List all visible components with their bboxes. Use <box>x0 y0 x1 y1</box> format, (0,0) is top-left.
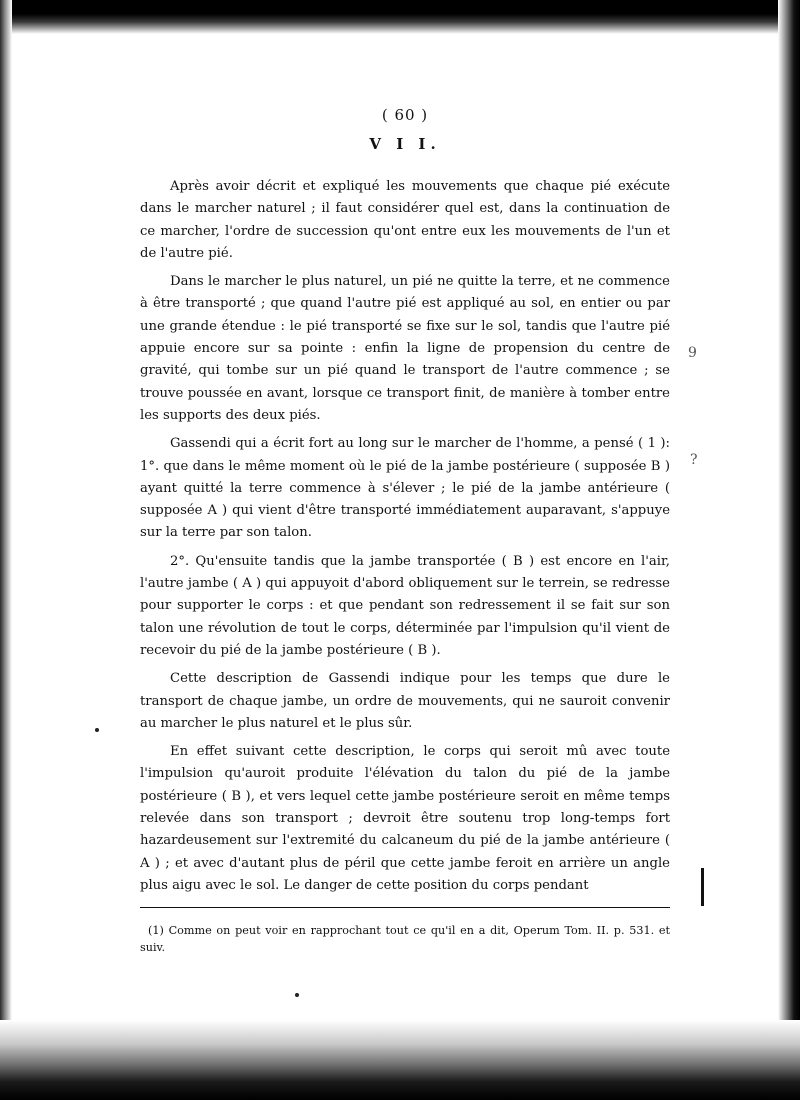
paragraph-1: Après avoir décrit et expliqué les mouvements que chaque pié exécute dans le marcher naturel ; il faut considérer quel est, dans la continuation de ce marcher, l'ordre de succession qu'ont entre eux les mouvements de l'un et de l'autre pié. <box>140 179 670 261</box>
section-heading: V I I. <box>369 135 441 153</box>
scan-edge-left <box>0 0 12 1100</box>
scan-edge-right <box>778 0 800 1100</box>
paragraph-2: Dans le marcher le plus naturel, un pié ne quitte la terre, et ne commence à être transporté ; que quand l'autre pié est appliqué au sol, en entier ou par une grande étendue : le pié transporté se fixe sur le sol, tandis que l'autre pié appuie encore sur sa pointe : enfin la ligne de propension du centre de gravité, qui tombe sur un pié quand le transport de l'autre commence ; se trouve poussée en avant, lorsque ce transport finit, de manière à tomber entre les supports des deux piés. <box>140 274 670 423</box>
margin-stroke <box>701 868 704 906</box>
scan-edge-bottom <box>0 1020 800 1100</box>
margin-mark: ? <box>690 452 698 468</box>
margin-mark: 9 <box>688 345 697 361</box>
footnote: (1) Comme on peut voir en rapprochant tout ce qu'il en a dit, Operum Tom. II. p. 531. et suiv. <box>140 924 670 955</box>
paragraph-6: En effet suivant cette description, le corps qui seroit mû avec toute l'impulsion qu'auroit produite l'élévation du talon du pié de la jambe postérieure ( B ), et vers lequel cette jambe postérieure seroit en même temps relevée dans son transport ; devroit être soutenu trop long-temps fort hazardeusement sur l'extremité du calcaneum du pié de la jambe antérieure ( A ) ; et avec d'autant plus de péril que cette jambe feroit en arrière un angle plus aigu avec le sol. Le danger de cette position du corps pendant <box>140 744 670 893</box>
page-text-block <box>140 104 670 956</box>
scan-edge-top <box>0 0 800 34</box>
page-number: ( 60 ) <box>381 106 429 124</box>
ink-speck <box>295 993 299 997</box>
paragraph-3: Gassendi qui a écrit fort au long sur le marcher de l'homme, a pensé ( 1 ): 1°. que dans le même moment où le pié de la jambe postérieure ( supposée B ) ayant quitté la terre commence à s'élever ; le pié de la jambe antérieure ( supposée A ) qui vient d'être transporté immédiatement auparavant, s'appuye sur la terre par son talon. <box>140 436 670 541</box>
ink-speck <box>95 728 99 732</box>
paragraph-5: Cette description de Gassendi indique pour les temps que dure le transport de chaque jambe, un ordre de mouvements, qui ne sauroit convenir au marcher le plus naturel et le plus sûr. <box>140 671 670 731</box>
paragraph-4: 2°. Qu'ensuite tandis que la jambe transportée ( B ) est encore en l'air, l'autre jambe ( A ) qui appuyoit d'abord obliquement sur le terrein, se redresse pour supporter le corps : et que pendant son redressement il se fait sur son talon une révolution de tout le corps, déterminée par l'impulsion qu'il vient de recevoir du pié de la jambe postérieure ( B ). <box>140 553 670 658</box>
footnote-rule <box>140 907 670 908</box>
